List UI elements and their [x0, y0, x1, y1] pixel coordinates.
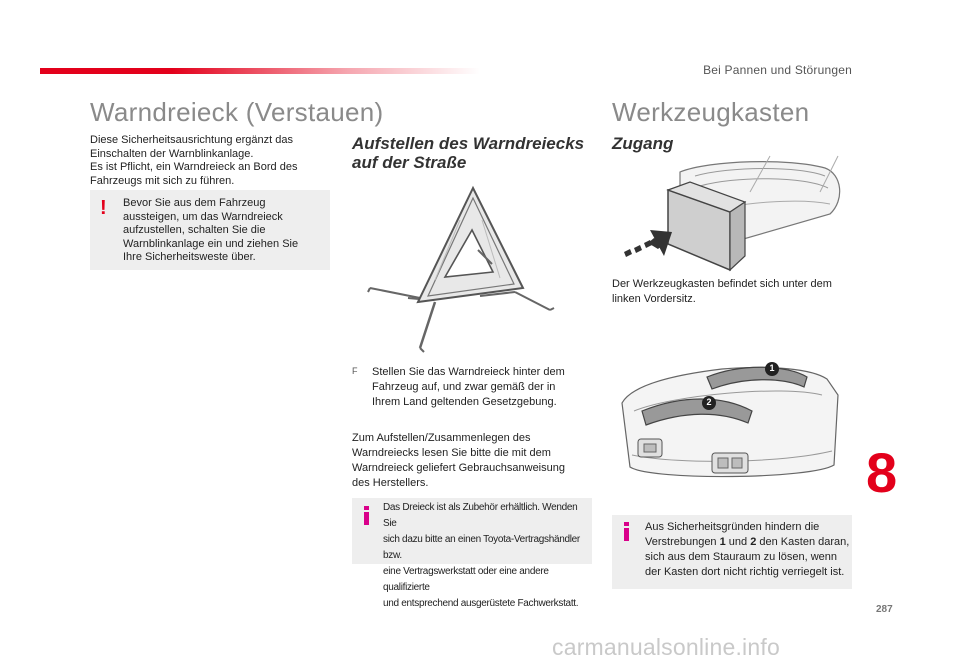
toolbox-location-caption: Der Werkzeugkasten befindet sich unter dem linken Vordersitz. — [612, 278, 832, 305]
section-title-warndreieck: Warndreieck (Verstauen) — [90, 97, 384, 127]
info-icon — [362, 506, 370, 526]
section-title-werkzeugkasten: Werkzeugkasten — [612, 97, 810, 127]
accessory-info-text: Das Dreieck ist als Zubehör erhältlich. Wenden Sie sich dazu bitte an einen Toyota-Vertragshändler bzw. eine Vertragswerkstatt oder eine andere qualifizierte und entsprechend ausgerüstete Fachwerkstatt. — [383, 502, 580, 609]
header-accent-bar — [40, 68, 480, 74]
toolbox-struts-illustration — [612, 355, 852, 485]
bullet-icon: F — [352, 366, 358, 376]
warning-text: Bevor Sie aus dem Fahrzeug aussteigen, um das Warndreieck aufzustellen, schalten Sie die Warnblinkanlage ein und ziehen Sie Ihre Sicherheitsweste über. — [123, 197, 299, 263]
bullet-instruction: F Stellen Sie das Warndreieck hinter dem Fahrzeug auf, und zwar gemäß der in Ihrem Land geltenden Gesetzgebung. — [352, 366, 565, 408]
watermark: carmanualsonline.info — [552, 634, 780, 660]
seat-toolbox-illustration — [620, 152, 850, 272]
page-number: 287 — [876, 604, 893, 615]
setup-paragraph: Zum Aufstellen/Zusammenlegen des Warndreiecks lesen Sie bitte die mit dem Warndreieck geliefert Gebrauchsanweisung des Herstellers. — [352, 432, 565, 489]
safety-info-text: Aus Sicherheitsgründen hindern die Verstrebungen 1 und 2 den Kasten daran, sich aus dem Stauraum zu lösen, wenn der Kasten dort nicht richtig verriegelt ist. — [645, 521, 850, 578]
intro-text: Diese Sicherheitsausrichtung ergänzt das Einschalten der Warnblinkanlage. Es ist Pflicht, ein Warndreieck an Bord des Fahrzeugs mit sich zu führen. — [90, 134, 298, 187]
section-title-aufstellen: Aufstellen des Warndreiecks auf der Straße — [352, 134, 585, 172]
info-icon — [622, 522, 630, 542]
callout-2-label: 2 — [706, 397, 712, 407]
chapter-title: Bei Pannen und Störungen — [703, 63, 852, 77]
callout-1-label: 1 — [769, 363, 775, 373]
subtitle-zugang: Zugang — [612, 134, 674, 153]
warning-icon: ! — [100, 197, 107, 219]
warning-triangle-illustration — [360, 180, 560, 360]
chapter-number: 8 — [866, 441, 898, 504]
